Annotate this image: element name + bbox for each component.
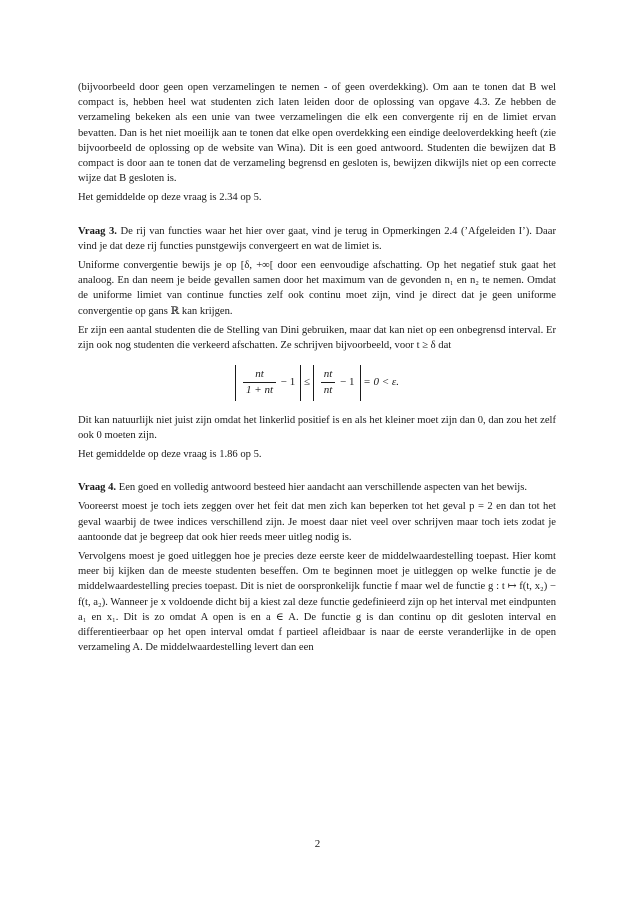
fraction-left <box>243 367 276 398</box>
fraction-right <box>321 367 336 398</box>
q4-text-1: Een goed en volledig antwoord besteed hier aandacht aan verschillende aspecten van het bewijs. <box>118 482 528 494</box>
numerator-right: nt <box>321 367 336 383</box>
q3-paragraph-2: Uniforme convergentie bewijs je op [δ, +∞[ door een eenvoudige afschatting. Op het negatief stuk gaat het analoog. En dan neem je beide gevallen samen door het maximum van de gevonden n₁ en n₂ te nemen. Omdat de uniforme limiet van continue functies zelf ook continu moet zijn, vind je direct dat je geen uniforme convergentie op gans ℝ kan krijgen. <box>78 260 556 317</box>
formula-rest: = 0 < ε. <box>363 376 399 389</box>
denominator-left: 1 + nt <box>246 384 273 397</box>
q4-paragraph-2: Vooreerst moest je toch iets zeggen over het feit dat men zich kan beperken tot het geval p = 2 en dan tot het geval waarbij de twee indices verschillend zijn. Je moest daar niet veel over schrijven maar toch iets zodat je aantoonde dat je begreep dat ook hier reeds meer uitleg nodig is. <box>78 501 556 543</box>
display-formula <box>78 365 556 400</box>
average-q3: Het gemiddelde op deze vraag is 1.86 op 5. <box>78 449 262 461</box>
page-number: 2 <box>314 838 321 850</box>
q4-paragraph-1 <box>78 480 556 495</box>
minus-one-left: − 1 <box>280 376 296 389</box>
q3-label: Vraag 3. <box>78 225 117 237</box>
abs-right <box>313 365 361 400</box>
average-q2: Het gemiddelde op deze vraag is 2.34 op 5. <box>78 192 262 204</box>
denominator-right: nt <box>323 384 333 397</box>
q3-paragraph-3: Er zijn een aantal studenten die de Stelling van Dini gebruiken, maar dat kan niet op een onbegrensd interval. Er zijn ook nog studenten die verkeerd afschatten. Ze schrijven bijvoorbeeld, voor t ≥ δ dat <box>78 324 556 352</box>
numerator-left: nt <box>243 367 276 383</box>
minus-one-right: − 1 <box>340 376 355 389</box>
intro-paragraph: (bijvoorbeeld door geen open verzamelingen te nemen - of geen overdekking). Om aan te tonen dat B wel compact is, hebben heel wat studenten zich laten leiden door de oplossing van opgave 4.3. Ze hebben de verzameling bekeken als een unie van twee verzamelingen die elk een convergente rij en de limiet ervan bevatten. Dan is het niet moeilijk aan te tonen dat elke open overdekking een eindige deeloverdekking heeft (zie bijvoorbeeld de oplossing op de website van Wina). Dit is een goed antwoord. Studenten die bewijzen dat B compact is door aan te tonen dat de verzameling begrensd en gesloten is, bewijzen dikwijls niet op een correcte wijze dat B gesloten is. <box>78 82 556 185</box>
body-text <box>78 80 556 660</box>
leq-sign: ≤ <box>303 376 311 389</box>
abs-left <box>235 365 301 400</box>
q3-text-1: De rij van functies waar het hier over gaat, vind je terug in Opmerkingen 2.4 (’Afgeleiden I’). Daar vind je dat deze rij functies punstgewijs convergeert en wat de limiet is. <box>78 225 556 252</box>
q3-paragraph-4: Dit kan natuurlijk niet juist zijn omdat het linkerlid positief is en als het kleiner moet zijn dan 0, dan zou het zelf ook 0 moeten zijn. <box>78 414 556 441</box>
q4-label: Vraag 4. <box>78 482 117 494</box>
q4-paragraph-3: Vervolgens moest je goed uitleggen hoe je precies deze eerste keer de middelwaardestelling toepast. Hier komt meer bij kijken dan de meeste studenten beseffen. Om te beginnen moet je uitleggen op welke functie je de middelwaardestelling precies toepast. Dit is niet de oorspronkelijk functie f maar wel de functie g : t ↦ f(t, x₂) − f(t, a₂). Wanneer je x voldoende dicht bij a kiest zal deze functie gedefinieerd zijn op het interval met eindpunten a₁ en x₁. Dit is zo omdat A open is en a ∈ A. De functie g is dan continu op dit gesloten interval en differentieerbaar op het open interval omdat f partieel afleidbaar is naar de eerste veranderlijke in de open verzameling A. De middelwaardestelling levert dan een <box>78 551 556 654</box>
q3-paragraph-1 <box>78 224 556 254</box>
